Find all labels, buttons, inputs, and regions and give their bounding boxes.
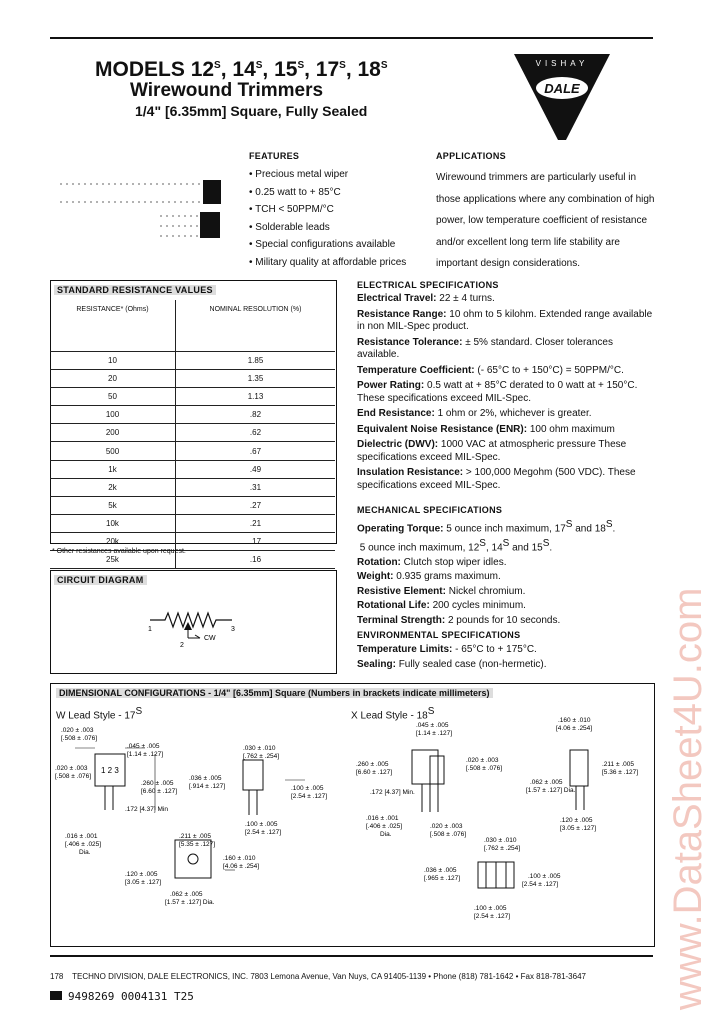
svg-text:[.762 ± .254]: [.762 ± .254] bbox=[484, 845, 521, 852]
svg-text:.260 ± .005: .260 ± .005 bbox=[356, 761, 389, 768]
mechanical-specs bbox=[357, 518, 657, 628]
svg-text:.045 ± .005: .045 ± .005 bbox=[127, 743, 160, 750]
circuit-diagram bbox=[140, 600, 250, 655]
svg-text:[1.57 ± .127] Dia.: [1.57 ± .127] Dia. bbox=[165, 899, 215, 906]
svg-text:[.508 ± .076]: [.508 ± .076] bbox=[466, 765, 503, 772]
svg-text:[2.54 ± .127]: [2.54 ± .127] bbox=[522, 881, 559, 888]
svg-text:[.965 ± .127]: [.965 ± .127] bbox=[424, 875, 461, 882]
col-resolution: NOMINAL RESOLUTION (%) bbox=[175, 300, 335, 352]
vishay-dale-logo bbox=[512, 52, 612, 142]
page-subtitle: Wirewound Trimmers bbox=[130, 80, 324, 101]
electrical-heading: ELECTRICAL SPECIFICATIONS bbox=[357, 280, 499, 290]
svg-text:.260 ± .005: .260 ± .005 bbox=[141, 780, 174, 787]
svg-text:.100 ± .005: .100 ± .005 bbox=[528, 873, 561, 880]
svg-text:3: 3 bbox=[231, 626, 235, 633]
svg-text:[4.06 ± .254]: [4.06 ± .254] bbox=[556, 725, 593, 732]
svg-text:.100 ± .005: .100 ± .005 bbox=[245, 821, 278, 828]
table-row: 20 1.35 bbox=[50, 370, 335, 388]
svg-text:1: 1 bbox=[148, 626, 152, 633]
spec-item: Terminal Strength: 2 pounds for 10 seconds. bbox=[357, 614, 561, 626]
applications-text: Wirewound trimmers are particularly useful in those applications where any combination of high power, low temperature coefficient of resistance and/or excellent long term life stability are important design considerations. bbox=[436, 172, 655, 269]
svg-text:[3.05 ± .127]: [3.05 ± .127] bbox=[560, 825, 597, 832]
list-item: • 0.25 watt to + 85°C bbox=[249, 184, 406, 202]
svg-text:Dia.: Dia. bbox=[380, 831, 392, 838]
list-item: • Solderable leads bbox=[249, 219, 406, 237]
circuit-diagram-heading: CIRCUIT DIAGRAM bbox=[54, 575, 147, 585]
svg-text:.045 ± .005: .045 ± .005 bbox=[416, 722, 449, 729]
features-list bbox=[249, 166, 406, 272]
footer-address: TECHNO DIVISION, DALE ELECTRONICS, INC. 7803 Lemona Avenue, Van Nuys, CA 91405-1139 • Phone (818) 781-1642 • Fax 818-781-3647 bbox=[72, 972, 586, 981]
size-line: 1/4" [6.35mm] Square, Fully Sealed bbox=[135, 103, 368, 119]
svg-text:Dia.: Dia. bbox=[79, 849, 91, 856]
svg-text:DALE: DALE bbox=[544, 81, 580, 96]
svg-text:.172 [4.37] Min: .172 [4.37] Min bbox=[125, 806, 168, 813]
spec-item: Temperature Coefficient: (- 65°C to + 150°C) = 50PPM/°C. bbox=[357, 364, 624, 376]
spec-item: Power Rating: 0.5 watt at + 85°C derated to 0 watt at + 150°C. These specifications exceed MIL-Spec. bbox=[357, 380, 638, 404]
svg-text:.100 ± .005: .100 ± .005 bbox=[291, 785, 324, 792]
x-lead-heading: X Lead Style - $18^S$ bbox=[351, 706, 435, 722]
svg-text:.160 ± .010: .160 ± .010 bbox=[558, 717, 591, 724]
bottom-rule bbox=[50, 955, 653, 957]
svg-text:.160 ± .010: .160 ± .010 bbox=[223, 855, 256, 862]
svg-text:[4.06 ± .254]: [4.06 ± .254] bbox=[223, 863, 260, 870]
resistance-table-heading: STANDARD RESISTANCE VALUES bbox=[54, 285, 216, 295]
table-row: 500 .67 bbox=[50, 442, 335, 460]
mechanical-heading: MECHANICAL SPECIFICATIONS bbox=[357, 505, 503, 515]
svg-text:[.406 ± .025]: [.406 ± .025] bbox=[65, 841, 102, 848]
features-heading: FEATURES bbox=[249, 151, 300, 161]
spec-item: Electrical Travel: 22 ± 4 turns. bbox=[357, 293, 495, 304]
spec-item: Temperature Limits: - 65°C to + 175°C. bbox=[357, 644, 537, 655]
table-row: 5k .27 bbox=[50, 496, 335, 514]
watermark: www.DataSheet4U.com bbox=[666, 587, 710, 1010]
dimensions-heading: DIMENSIONAL CONFIGURATIONS - 1/4" [6.35mm] Square (Numbers in brackets indicate millimeters) bbox=[56, 688, 493, 698]
environmental-heading: ENVIRONMENTAL SPECIFICATIONS bbox=[357, 630, 521, 640]
table-row: 1k .49 bbox=[50, 460, 335, 478]
x-lead-drawing bbox=[350, 716, 650, 940]
table-row: 2k .31 bbox=[50, 478, 335, 496]
svg-text:[2.54 ± .127]: [2.54 ± .127] bbox=[291, 793, 328, 800]
list-item: • Military quality at affordable prices bbox=[249, 254, 406, 272]
svg-text:1 2 3: 1 2 3 bbox=[101, 766, 119, 775]
resistance-footnote: * Other resistances available upon request. bbox=[52, 548, 186, 555]
svg-text:.120 ± .005: .120 ± .005 bbox=[125, 871, 158, 878]
environmental-specs bbox=[357, 643, 657, 672]
spec-item: End Resistance: 1 ohm or 2%, whichever is greater. bbox=[357, 408, 592, 419]
table-header-row bbox=[50, 300, 335, 352]
applications-heading: APPLICATIONS bbox=[436, 151, 506, 161]
svg-text:.062 ± .005: .062 ± .005 bbox=[530, 779, 563, 786]
svg-text:.020 ± .003: .020 ± .003 bbox=[430, 823, 463, 830]
table-row: 10 1.85 bbox=[50, 352, 335, 370]
spec-item: Sealing: Fully sealed case (non-hermetic). bbox=[357, 658, 547, 670]
svg-text:[5.35 ± .127]: [5.35 ± .127] bbox=[179, 841, 216, 848]
svg-text:CW: CW bbox=[204, 635, 216, 642]
table-row: 200 .62 bbox=[50, 424, 335, 442]
svg-text:.020 ± .003: .020 ± .003 bbox=[55, 765, 88, 772]
svg-text:[5.36 ± .127]: [5.36 ± .127] bbox=[602, 769, 639, 776]
spec-item: Resistive Element: Nickel chromium. bbox=[357, 585, 526, 597]
svg-text:.172 [4.37] Min.: .172 [4.37] Min. bbox=[370, 789, 415, 796]
svg-text:[6.60 ± .127]: [6.60 ± .127] bbox=[141, 788, 178, 795]
svg-text:2: 2 bbox=[180, 642, 184, 649]
table-row: 20k .17 bbox=[50, 532, 335, 550]
svg-text:[6.60 ± .127]: [6.60 ± .127] bbox=[356, 769, 393, 776]
spec-item: Weight: 0.935 grams maximum. bbox=[357, 571, 501, 583]
svg-text:[.508 ± .076]: [.508 ± .076] bbox=[430, 831, 467, 838]
svg-text:.036 ± .005: .036 ± .005 bbox=[424, 867, 457, 874]
spec-item: Rotation: Clutch stop wiper idles. bbox=[357, 556, 507, 568]
svg-text:[.508 ± .076]: [.508 ± .076] bbox=[61, 735, 98, 742]
barcode-text: 9498269 0004131 T25 bbox=[68, 990, 194, 1003]
svg-text:[.406 ± .025]: [.406 ± .025] bbox=[366, 823, 403, 830]
spec-item: Resistance Tolerance: ± 5% standard. Closer tolerances available. bbox=[357, 336, 613, 360]
svg-text:[2.54 ± .127]: [2.54 ± .127] bbox=[474, 913, 511, 920]
list-item: • TCH < 50PPM/°C bbox=[249, 201, 406, 219]
table-row: 100 .82 bbox=[50, 406, 335, 424]
svg-text:[3.05 ± .127]: [3.05 ± .127] bbox=[125, 879, 162, 886]
svg-text:VISHAY: VISHAY bbox=[535, 59, 589, 68]
spec-item: Operating Torque: 5 ounce inch maximum, $17^S$ and $18^S$. 5 ounce inch maximum, $12^S$, $14^S$ and $15^S$. bbox=[357, 519, 616, 554]
barcode-mark bbox=[50, 991, 62, 1000]
spec-item: Equivalent Noise Resistance (ENR): 100 ohm maximum bbox=[357, 423, 615, 435]
svg-text:[.914 ± .127]: [.914 ± .127] bbox=[189, 783, 226, 790]
svg-text:.120 ± .005: .120 ± .005 bbox=[560, 817, 593, 824]
svg-text:[.508 ± .076]: [.508 ± .076] bbox=[55, 773, 92, 780]
svg-text:.211 ± .005: .211 ± .005 bbox=[179, 833, 211, 840]
table-row: 25k .16 bbox=[50, 551, 335, 569]
spec-item: Rotational Life: 200 cycles minimum. bbox=[357, 600, 526, 612]
electrical-specs bbox=[357, 293, 657, 492]
product-photo bbox=[50, 152, 240, 272]
svg-text:[1.57 ± .127] Dia.: [1.57 ± .127] Dia. bbox=[526, 787, 576, 794]
col-resistance: RESISTANCE* (Ohms) bbox=[50, 300, 175, 352]
svg-text:[1.14 ± .127]: [1.14 ± .127] bbox=[127, 751, 164, 758]
table-row: 10k .21 bbox=[50, 514, 335, 532]
list-item: • Precious metal wiper bbox=[249, 166, 406, 184]
page-number: 178 bbox=[50, 972, 64, 981]
svg-text:.016 ± .001: .016 ± .001 bbox=[65, 833, 98, 840]
svg-text:.036 ± .005: .036 ± .005 bbox=[189, 775, 222, 782]
table-row: 50 1.13 bbox=[50, 388, 335, 406]
spec-item: Resistance Range: 10 ohm to 5 kilohm. Extended range available in non MIL-Spec product. bbox=[357, 308, 653, 332]
list-item: • Special configurations available bbox=[249, 236, 406, 254]
footer-line bbox=[50, 972, 586, 981]
svg-text:[1.14 ± .127]: [1.14 ± .127] bbox=[416, 730, 453, 737]
svg-text:.211 ± .005: .211 ± .005 bbox=[602, 761, 634, 768]
svg-text:.016 ± .001: .016 ± .001 bbox=[366, 815, 399, 822]
svg-text:.062 ± .005: .062 ± .005 bbox=[170, 891, 203, 898]
top-rule bbox=[50, 37, 653, 39]
svg-text:.020 ± .003: .020 ± .003 bbox=[61, 727, 94, 734]
w-lead-drawing bbox=[55, 720, 345, 940]
svg-text:.030 ± .010: .030 ± .010 bbox=[243, 745, 276, 752]
resistance-table bbox=[50, 300, 335, 569]
svg-text:.020 ± .003: .020 ± .003 bbox=[466, 757, 499, 764]
spec-item: Insulation Resistance: > 100,000 Megohm (500 VDC). These specifications exceed MIL-Spec. bbox=[357, 467, 636, 491]
svg-text:.100 ± .005: .100 ± .005 bbox=[474, 905, 507, 912]
svg-text:[.762 ± .254]: [.762 ± .254] bbox=[243, 753, 280, 760]
spec-item: Dielectric (DWV): 1000 VAC at atmospheric pressure These specifications exceed MIL-Spec. bbox=[357, 439, 627, 463]
w-lead-heading: W Lead Style - $17^S$ bbox=[56, 706, 143, 722]
svg-text:[2.54 ± .127]: [2.54 ± .127] bbox=[245, 829, 282, 836]
svg-text:.030 ± .010: .030 ± .010 bbox=[484, 837, 517, 844]
page-title: MODELS $12^S$, $14^S$, $15^S$, $17^S$, $18^S$ bbox=[95, 58, 388, 81]
